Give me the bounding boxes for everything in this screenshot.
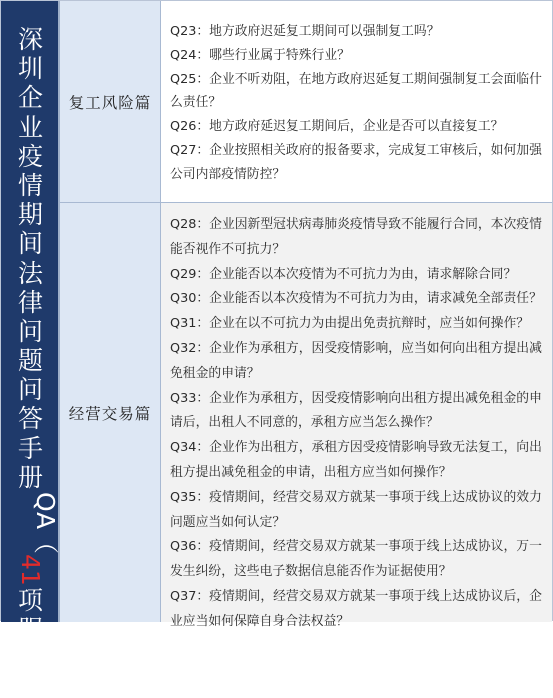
title-close-paren: ） <box>31 673 60 698</box>
handbook-title-bar <box>1 1 60 698</box>
handbook-title <box>1 25 60 698</box>
question-item: Q23：地方政府迟延复工期间可以强制复工吗？ <box>170 24 440 39</box>
title-char: 深 <box>17 25 43 54</box>
title-char: 法 <box>17 258 43 288</box>
question-item: Q29：企业能否以本次疫情为不可抗力为由，请求解除合同？ <box>170 266 517 282</box>
title-service-count <box>16 554 45 586</box>
question-item: Q33：企业作为承租方，因受疫情影响向出租方提出减免租金的申请后，出租人不同意的，承租方应当怎么操作？ <box>170 390 542 431</box>
title-char: 手 <box>17 433 43 463</box>
question-item: Q24：哪些行业属于特殊行业？ <box>170 47 350 63</box>
title-char: 疫 <box>17 141 43 171</box>
title-char: 圳 <box>17 54 43 84</box>
question-item: Q36：疫情期间，经营交易双方就某一事项于线上达成协议，万一发生纠纷，这些电子数据信息能否作为证据使用？ <box>170 539 542 580</box>
question-item: Q27：企业按照相关政府的报备要求，完成复工审核后，如何加强公司内部疫情防控？ <box>170 142 542 182</box>
title-char: 间 <box>17 229 43 259</box>
title-char: 题 <box>17 346 43 376</box>
title-char: 企 <box>17 83 43 113</box>
title-char: 服 <box>17 614 43 644</box>
question-item: Q32：企业作为承租方，因受疫情影响，应当如何向出租方提出减免租金的申请？ <box>170 340 542 381</box>
question-item: Q26：地方政府延迟复工期间后，企业是否可以直接复工？ <box>170 119 504 135</box>
title-char: 情 <box>17 170 43 200</box>
question-item: Q31：企业在以不可抗力为由提出免责抗辩时，应当如何操作？ <box>170 316 530 332</box>
question-item: Q35：疫情期间，经营交易双方就某一事项于线上达成协议的效力问题应当如何认定？ <box>170 489 542 530</box>
service-count-number: 41 <box>16 553 45 586</box>
category-cell-business-transactions <box>60 203 161 622</box>
title-char: 期 <box>17 200 43 230</box>
title-latin-q: Q <box>31 492 60 512</box>
title-open-paren: （ <box>31 528 60 554</box>
title-char: 律 <box>17 287 43 317</box>
title-latin-a: A <box>31 511 60 529</box>
title-char: 业 <box>17 112 43 142</box>
title-char: 问 <box>17 316 43 346</box>
title-char: 册 <box>17 462 43 492</box>
title-char: 项 <box>17 585 43 615</box>
question-list-resumption-risk <box>161 1 552 203</box>
question-item: Q34：企业作为出租方，承租方因受疫情影响导致无法复工，向出租方提出减免租金的申请，出租方应当如何操作？ <box>170 440 542 480</box>
title-char: 答 <box>17 404 43 434</box>
question-item: Q37：疫情期间，经营交易双方就某一事项于线上达成协议后，企业应当如何保障自身合法权益？ <box>170 588 542 629</box>
category-cell-resumption-risk <box>60 1 161 203</box>
title-char: 问 <box>17 375 43 405</box>
question-list-business-transactions <box>161 203 552 629</box>
category-label: 复工风险篇 <box>68 93 152 112</box>
question-item: Q30：企业能否以本次疫情为不可抗力为由，请求减免全部责任？ <box>170 291 542 307</box>
question-item: Q28：企业因新型冠状病毒肺炎疫情导致不能履行合同，本次疫情能否视作不可抗力？ <box>170 217 542 257</box>
question-item: Q25：企业不听劝阻，在地方政府迟延复工期间强制复工会面临什么责任？ <box>170 71 542 111</box>
title-char: 务 <box>17 644 43 673</box>
category-label: 经营交易篇 <box>68 404 152 423</box>
